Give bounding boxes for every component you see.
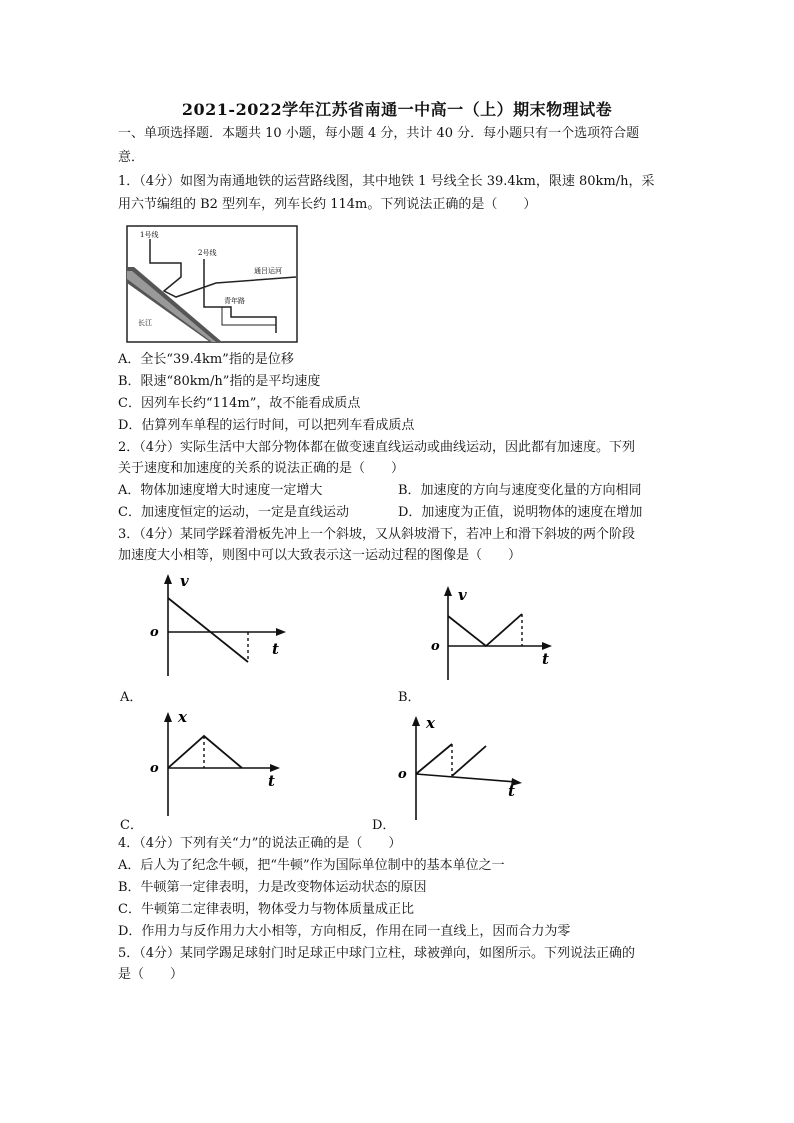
q3-stem-line2: 加速度大小相等，则图中可以大致表示这一运动过程的图像是（ ）	[118, 548, 522, 563]
graph-a-x-label: t	[272, 640, 279, 658]
q1-option-b: B．限速“80km/h”指的是平均速度	[118, 374, 321, 389]
graph-d-curve-2	[452, 746, 486, 776]
graph-b-label: B．	[398, 690, 421, 705]
q1-stem-line1: 1．（4分）如图为南通地铁的运营路线图，其中地铁 1 号线全长 39.4km，限速 80km/h，采	[118, 174, 655, 189]
graph-b-curve	[448, 614, 522, 646]
q3-stem-line1: 3．（4分）某同学踩着滑板先冲上一个斜坡，又从斜坡滑下，若冲上和滑下斜坡的两个阶段	[118, 527, 636, 542]
q4-option-c: C．牛顿第二定律表明，物体受力与物体质量成正比	[118, 902, 414, 917]
graph-d	[394, 712, 534, 822]
graph-b-origin: o	[431, 639, 440, 654]
map-label-line2: 2号线	[198, 249, 217, 257]
q4-option-d: D．作用力与反作用力大小相等，方向相反，作用在同一直线上，因而合力为零	[118, 924, 571, 939]
q2-option-d: D．加速度为正值，说明物体的速度在增加	[398, 505, 643, 520]
map-label-line1: 1号线	[140, 231, 159, 239]
graph-d-y-label: x	[426, 714, 435, 732]
graph-d-x-axis	[416, 774, 516, 782]
page-title: 2021-2022学年江苏省南通一中高一（上）期末物理试卷	[181, 100, 613, 119]
q4-stem: 4．（4分）下列有关“力”的说法正确的是（ ）	[118, 836, 402, 851]
map-label-canal: 通吕运河	[254, 267, 282, 275]
graph-d-x-label: t	[508, 782, 515, 800]
graph-b-y-label: v	[458, 586, 467, 604]
graph-a-y-label: v	[180, 572, 189, 590]
graph-a-origin: o	[150, 625, 159, 640]
graph-d-curve-1	[416, 744, 452, 774]
graph-a-curve	[168, 598, 248, 662]
graph-a	[140, 572, 290, 682]
graph-d-label: D．	[372, 818, 396, 833]
q1-option-d: D．估算列车单程的运行时间，可以把列车看成质点	[118, 418, 415, 433]
map-label-river: 长江	[138, 319, 152, 327]
section-heading-line2: 意．	[118, 150, 145, 165]
q5-stem-line1: 5．（4分）某同学踢足球射门时足球正中球门立柱，球被弹向，如图所示。下列说法正确的	[118, 946, 636, 961]
q5-stem-line2: 是（ ）	[118, 967, 184, 982]
q2-option-c: C．加速度恒定的运动，一定是直线运动	[118, 505, 349, 520]
q1-option-a: A．全长“39.4km”指的是位移	[118, 352, 294, 367]
subway-route-map	[126, 225, 298, 343]
section-heading-line1: 一、单项选择题．本题共 10 小题，每小题 4 分，共计 40 分．每小题只有一个选项符合题	[118, 126, 640, 141]
graph-b	[428, 584, 558, 684]
q2-option-a: A．物体加速度增大时速度一定增大	[118, 483, 323, 498]
graph-c-x-label: t	[268, 772, 275, 790]
graph-d-origin: o	[398, 767, 407, 782]
graph-a-label: A．	[120, 690, 143, 705]
q1-stem-line2: 用六节编组的 B2 型列车，列车长约 114m。下列说法正确的是（ ）	[118, 197, 537, 212]
q2-stem-line1: 2．（4分）实际生活中大部分物体都在做变速直线运动或曲线运动，因此都有加速度。下列	[118, 440, 636, 455]
map-label-road: 青年路	[224, 297, 245, 305]
q1-option-c: C．因列车长约“114m”，故不能看成质点	[118, 396, 361, 411]
graph-c-label: C．	[120, 818, 143, 833]
q2-stem-line2: 关于速度和加速度的关系的说法正确的是（ ）	[118, 461, 405, 476]
q4-option-a: A．后人为了纪念牛顿，把“牛顿”作为国际单位制中的基本单位之一	[118, 858, 505, 873]
graph-c-origin: o	[150, 761, 159, 776]
graph-c-y-label: x	[178, 708, 187, 726]
graph-b-x-label: t	[542, 650, 549, 668]
graph-c-curve	[168, 736, 242, 768]
q4-option-b: B．牛顿第一定律表明，力是改变物体运动状态的原因	[118, 880, 427, 895]
graph-c	[146, 708, 286, 818]
q2-option-b: B．加速度的方向与速度变化量的方向相同	[398, 483, 642, 498]
